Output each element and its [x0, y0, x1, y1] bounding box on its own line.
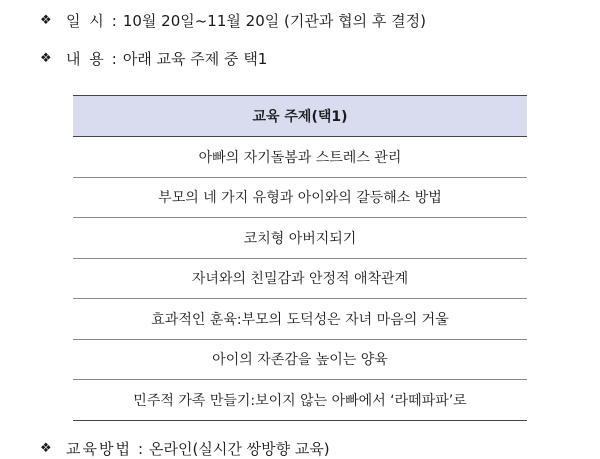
- topic-cell: 코치형 아버지되기: [73, 218, 527, 259]
- diamond-bullet-icon: ❖: [40, 13, 52, 28]
- table-row: [73, 380, 527, 421]
- table-row: [73, 177, 527, 218]
- topic-cell: 부모의 네 가지 유형과 아이와의 갈등해소 방법: [73, 177, 527, 218]
- topic-cell: 민주적 가족 만들기:보이지 않는 아빠에서 ‘라떼파파’로: [73, 380, 527, 421]
- table-header-cell: 교육 주제(택1): [73, 96, 527, 137]
- table-row: [73, 339, 527, 380]
- content-label: 내 용: [66, 50, 106, 68]
- method-value: 온라인(실시간 쌍방향 교육): [149, 440, 330, 458]
- colon-separator: :: [111, 49, 117, 68]
- colon-separator: :: [137, 439, 144, 458]
- table-row: [73, 218, 527, 259]
- topic-cell: 아빠의 자기돌봄과 스트레스 관리: [73, 137, 527, 178]
- topic-cell: 효과적인 훈육:부모의 도덕성은 자녀 마음의 거울: [73, 299, 527, 340]
- method-label: 교육방법: [66, 440, 132, 458]
- education-topics-table: [73, 95, 527, 421]
- content-value: 아래 교육 주제 중 택1: [122, 50, 268, 68]
- colon-separator: :: [111, 11, 117, 30]
- content-line: [40, 48, 267, 69]
- method-line: [40, 438, 330, 459]
- table-row: [73, 258, 527, 299]
- schedule-line: [40, 10, 426, 31]
- table-row: [73, 137, 527, 178]
- table-header-row: [73, 96, 527, 137]
- topic-cell: 자녀와의 친밀감과 안정적 애착관계: [73, 258, 527, 299]
- topic-cell: 아이의 자존감을 높이는 양육: [73, 339, 527, 380]
- diamond-bullet-icon: ❖: [40, 441, 52, 456]
- schedule-value: 10월 20일~11월 20일 (기관과 협의 후 결정): [122, 12, 426, 30]
- table-row: [73, 299, 527, 340]
- schedule-label: 일 시: [66, 12, 106, 30]
- diamond-bullet-icon: ❖: [40, 51, 52, 66]
